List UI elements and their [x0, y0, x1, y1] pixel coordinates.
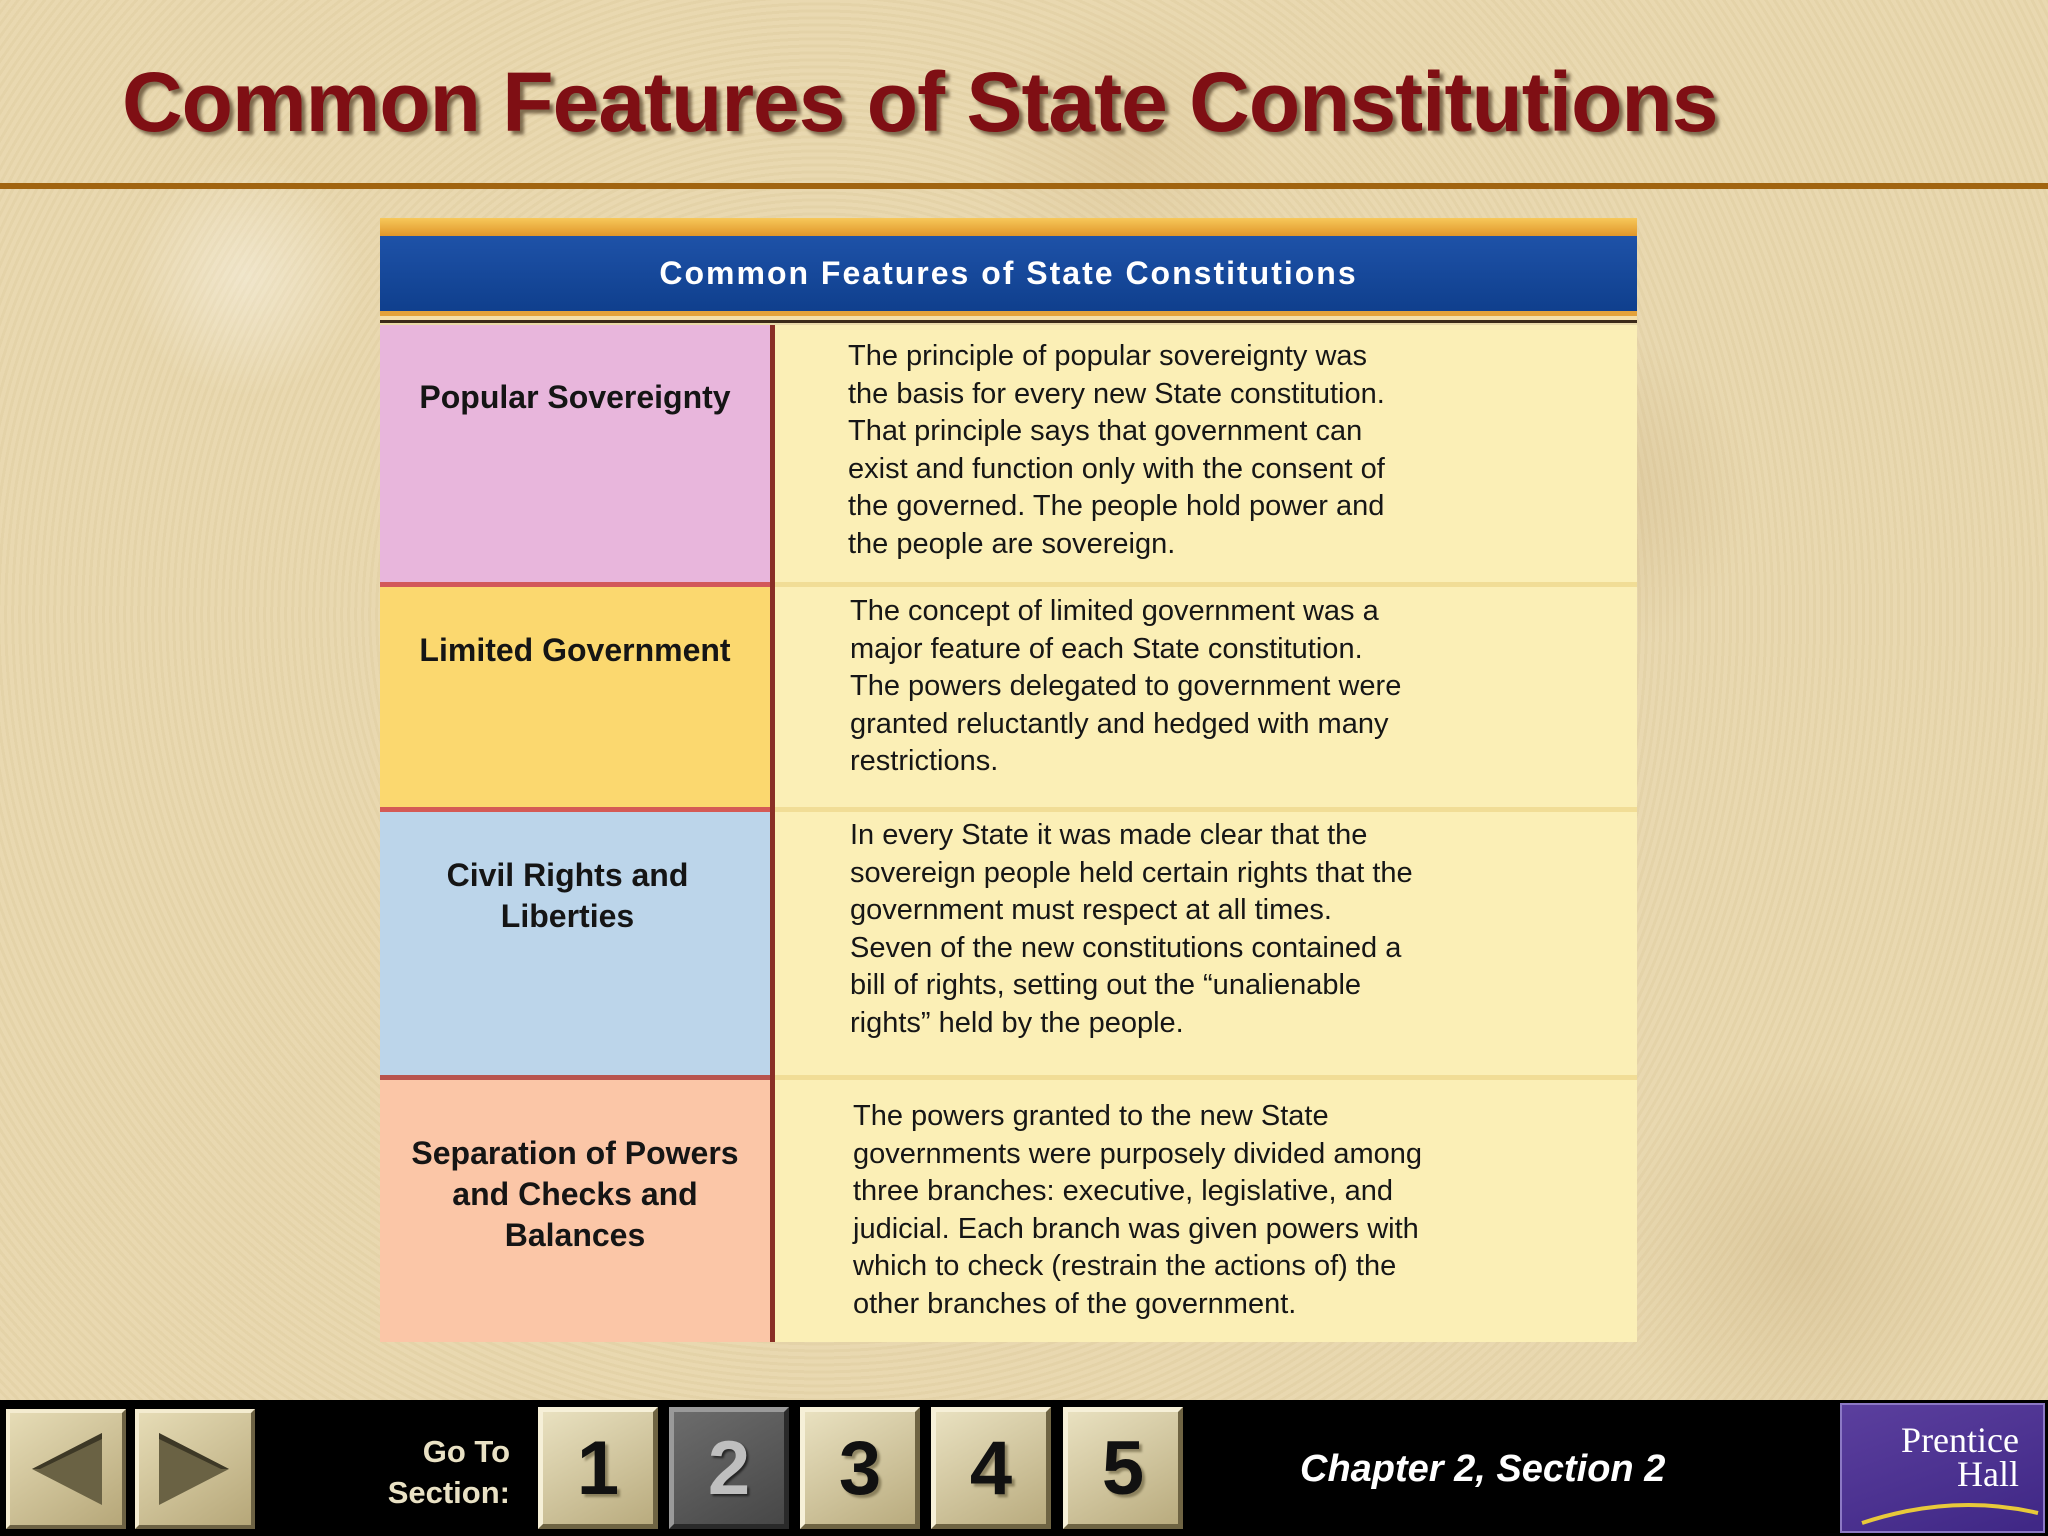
title-divider: [0, 183, 2048, 189]
section-4-button[interactable]: 4: [931, 1407, 1051, 1529]
chapter-section-label: Chapter 2, Section 2: [1300, 1448, 1666, 1490]
table-top-border: [380, 218, 1637, 236]
row-label-fill: [755, 812, 770, 1080]
table-row: [380, 325, 1637, 587]
section-5-button[interactable]: 5: [1063, 1407, 1183, 1529]
table-row: [380, 812, 1637, 1080]
row-description-text: The principle of popular sovereignty was the basis for every new State constitution. That principle says that government can exist and function only with the consent of the governed. The people hold power and the people are sovereign.: [848, 340, 1385, 560]
section-3-button[interactable]: 3: [800, 1407, 920, 1529]
row-label-separation-of-powers: Separation of Powers and Checks and Balances: [380, 1080, 770, 1342]
section-2-button[interactable]: 2: [669, 1407, 789, 1529]
section-1-button[interactable]: 1: [538, 1407, 658, 1529]
row-label-limited-government: Limited Government: [380, 587, 770, 812]
forward-button[interactable]: [135, 1409, 255, 1529]
back-button[interactable]: [6, 1409, 126, 1529]
table-row: [380, 1080, 1637, 1342]
row-label-civil-rights: Civil Rights and Liberties: [380, 812, 755, 1080]
row-label-popular-sovereignty: Popular Sovereignty: [380, 325, 770, 587]
go-to-section-label: Go To Section:: [387, 1434, 510, 1510]
row-description: [775, 587, 1637, 812]
prentice-hall-logo: [1840, 1403, 2045, 1533]
logo-text-hall: Hall: [1957, 1454, 2019, 1494]
row-description: [775, 812, 1637, 1080]
row-description-text: In every State it was made clear that the sovereign people held certain rights that the government must respect at all times. Seven of the new constitutions contained a bill of rights, setting out the “unalienable rights” held by the people.: [850, 819, 1413, 1039]
table-header-divider: [380, 311, 1637, 325]
row-description: [775, 325, 1637, 587]
logo-text-prentice: Prentice: [1901, 1420, 2019, 1460]
row-description: [775, 1080, 1637, 1342]
triangle-right-icon: [153, 1427, 237, 1511]
table-header: Common Features of State Constitutions: [380, 236, 1637, 311]
table-row: [380, 587, 1637, 812]
logo-swoosh-icon: [1842, 1405, 2045, 1533]
row-description-text: The concept of limited government was a major feature of each State constitution. The powers delegated to government were granted reluctantly and hedged with many restrictions.: [850, 595, 1402, 777]
triangle-left-icon: [24, 1427, 108, 1511]
features-table: [380, 218, 1637, 1342]
row-description-text: The powers granted to the new State governments were purposely divided among three branches: executive, legislative, and judicial. Each branch was given powers with which to check (restrain the actions of) the other branches of the government.: [853, 1100, 1423, 1320]
page-title: Common Features of State Constitutions: [122, 55, 1718, 149]
